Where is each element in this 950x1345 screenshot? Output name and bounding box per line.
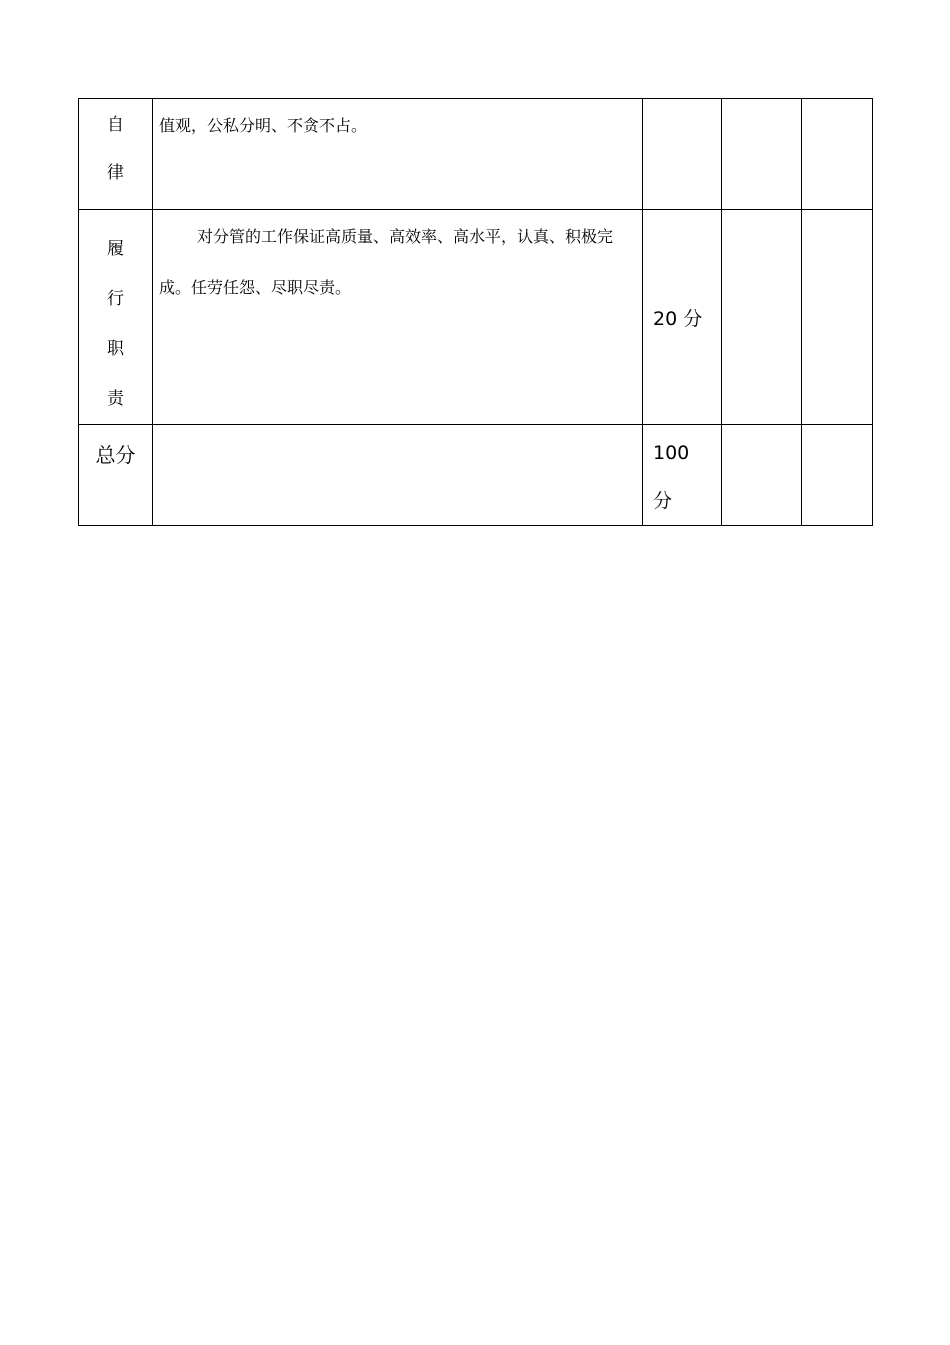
category-char: 责 <box>107 389 124 409</box>
score-value: 20 分 <box>653 307 703 330</box>
description-cell <box>153 99 643 210</box>
category-char: 律 <box>107 163 124 183</box>
category-cell <box>79 99 153 210</box>
evaluation-cell <box>722 210 802 425</box>
table-row <box>79 99 873 210</box>
evaluation-cell <box>802 99 873 210</box>
score-cell <box>643 99 722 210</box>
table-row <box>79 210 873 425</box>
total-score-cell <box>643 425 722 526</box>
category-char: 履 <box>107 239 124 259</box>
category-cell <box>79 210 153 425</box>
evaluation-cell <box>802 425 873 526</box>
category-char: 行 <box>107 289 124 309</box>
description-cell <box>153 210 643 425</box>
total-score-unit: 分 <box>653 490 673 512</box>
score-table <box>78 98 873 526</box>
evaluation-cell <box>722 99 802 210</box>
evaluation-cell <box>802 210 873 425</box>
category-char: 职 <box>107 339 124 359</box>
category-char: 自 <box>107 115 124 135</box>
description-text: 值观，公私分明、不贪不占。 <box>159 116 368 135</box>
total-description-cell <box>153 425 643 526</box>
total-row <box>79 425 873 526</box>
evaluation-cell <box>722 425 802 526</box>
total-label: 总分 <box>95 443 136 467</box>
score-cell <box>643 210 722 425</box>
total-score-number: 100 <box>653 442 690 464</box>
total-label-cell <box>79 425 153 526</box>
description-text: 对分管的工作保证高质量、高效率、高水平，认真、积极完成。任劳任怨、尽职尽责。 <box>159 227 614 297</box>
